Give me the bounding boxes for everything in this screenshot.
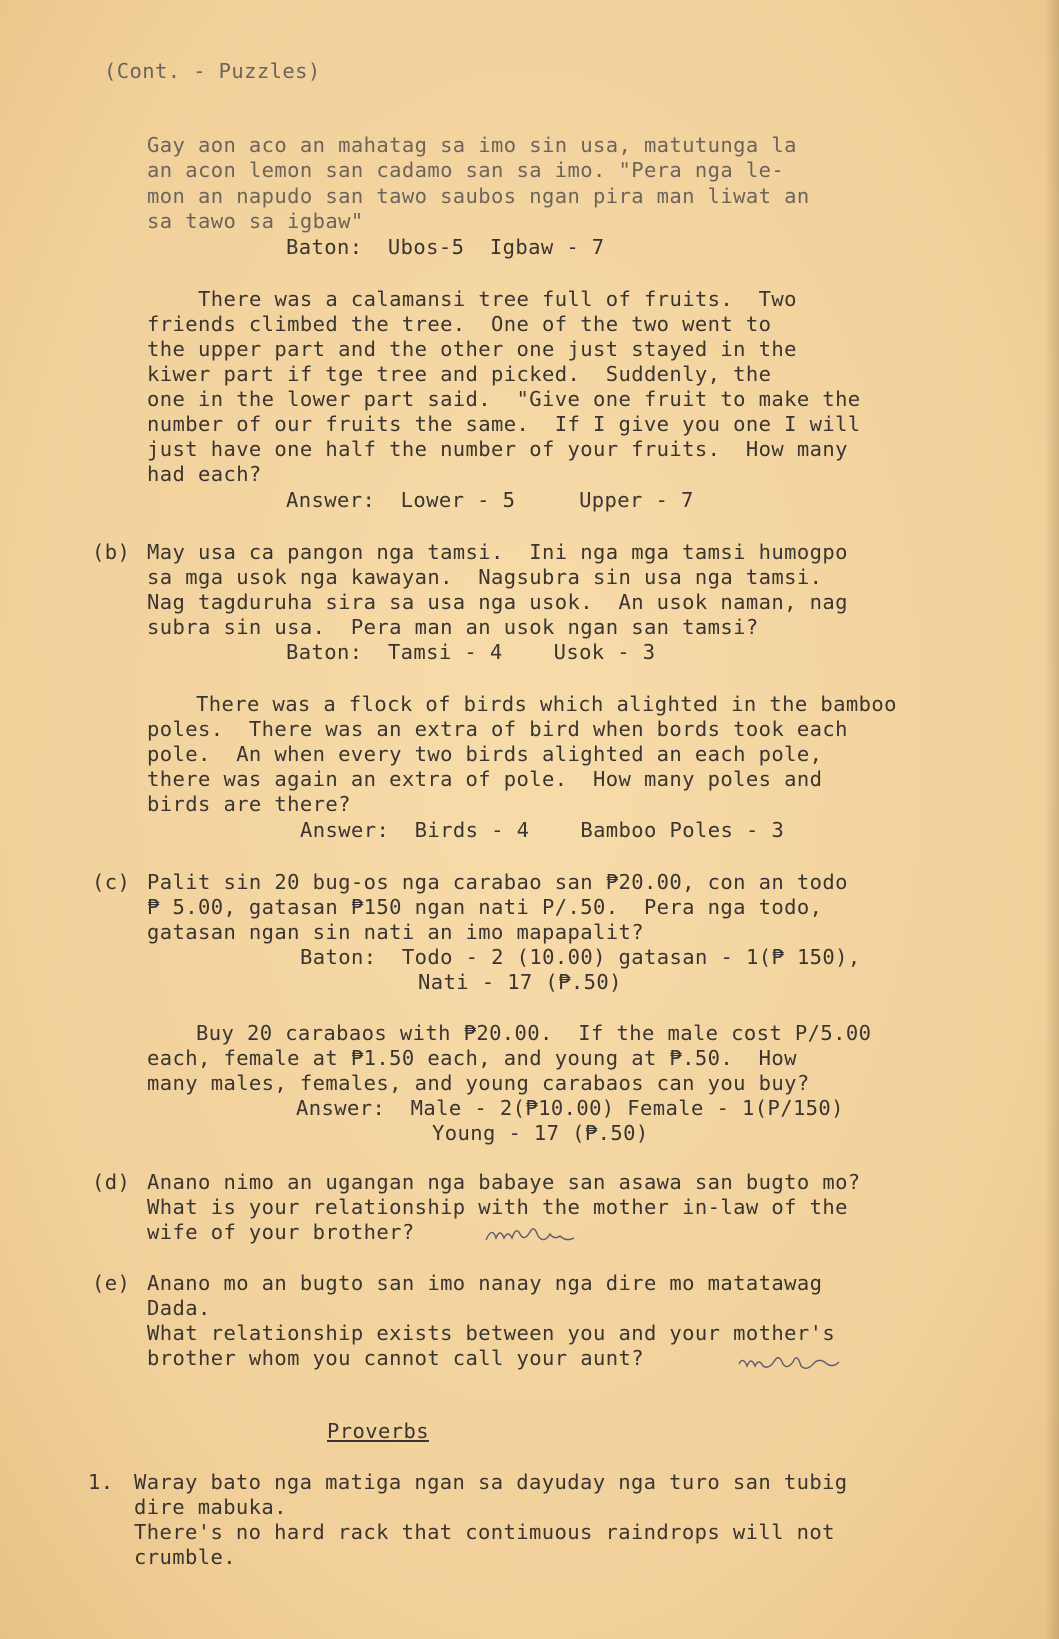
puzzle-a-waray-line: Gay aon aco an mahatag sa imo sin usa, matutunga la [147, 133, 797, 157]
puzzle-c-waray-answer: Baton: Todo - 2 (10.00) gatasan - 1(₱ 150), [300, 945, 861, 969]
proverb-number: 1. [88, 1470, 114, 1494]
puzzle-e-line: Anano mo an bugto san imo nanay nga dire mo matatawag [147, 1271, 823, 1295]
puzzle-a-waray-answer: Baton: Ubos-5 Igbaw - 7 [286, 235, 605, 259]
proverb-line: crumble. [134, 1545, 236, 1569]
puzzle-a-english-line: number of our fruits the same. If I give you one I will [147, 412, 861, 436]
puzzle-a-english-line: had each? [147, 462, 262, 486]
page-edge-shadow [1045, 0, 1059, 1639]
puzzle-a-waray-line: an acon lemon san cadamo san sa imo. "Pera nga le- [147, 158, 785, 182]
puzzle-c-english-answer: Young - 17 (₱.50) [432, 1121, 649, 1145]
puzzle-b-waray-line: subra sin usa. Pera man an usok ngan san tamsi? [147, 615, 759, 639]
puzzle-b-waray-line: sa mga usok nga kawayan. Nagsubra sin usa nga tamsi. [147, 565, 823, 589]
puzzle-b-label: (b) [92, 540, 131, 564]
puzzle-d-line: wife of your brother? [147, 1220, 415, 1244]
puzzle-a-english-answer: Answer: Lower - 5 Upper - 7 [286, 488, 694, 512]
puzzle-c-waray-line: ₱ 5.00, gatasan ₱150 ngan nati P/.50. Pera nga todo, [147, 895, 823, 919]
proverb-line: Waray bato nga matiga ngan sa dayuday nga turo san tubig [134, 1470, 848, 1494]
puzzle-b-english-answer: Answer: Birds - 4 Bamboo Poles - 3 [300, 818, 785, 842]
puzzle-a-english-line: friends climbed the tree. One of the two went to [147, 312, 772, 336]
puzzle-b-english-line: poles. There was an extra of bird when bords took each [147, 717, 848, 741]
puzzle-b-english-line: pole. An when every two birds alighted an each pole, [147, 742, 823, 766]
proverbs-heading: Proverbs [327, 1419, 429, 1443]
puzzle-b-english-line: there was again an extra of pole. How many poles and [147, 767, 823, 791]
puzzle-c-english-line: many males, females, and young carabaos can you buy? [147, 1071, 810, 1095]
puzzle-c-english-line: each, female at ₱1.50 each, and young at ₱.50. How [147, 1046, 797, 1070]
puzzle-d-line: Anano nimo an ugangan nga babaye san asawa san bugto mo? [147, 1170, 861, 1194]
puzzle-b-waray-line: Nag tagduruha sira sa usa nga usok. An usok naman, nag [147, 590, 848, 614]
puzzle-d-line: What is your relationship with the mother in-law of the [147, 1195, 848, 1219]
puzzle-c-english-line: Buy 20 carabaos with ₱20.00. If the male cost P/5.00 [196, 1021, 872, 1045]
puzzle-a-waray-line: sa tawo sa igbaw" [147, 209, 364, 233]
puzzle-c-waray-answer: Nati - 17 (₱.50) [418, 970, 622, 994]
puzzle-e-line: What relationship exists between you and your mother's [147, 1321, 836, 1345]
puzzle-c-waray-line: gatasan ngan sin nati an imo mapapalit? [147, 920, 644, 944]
puzzle-a-waray-line: mon an napudo san tawo saubos ngan pira man liwat an [147, 184, 810, 208]
puzzle-c-waray-line: Palit sin 20 bug-os nga carabao san ₱20.00, con an todo [147, 870, 848, 894]
puzzle-b-english-line: There was a flock of birds which alighted in the bamboo [196, 692, 897, 716]
proverb-line: dire mabuka. [134, 1495, 287, 1519]
puzzle-c-english-answer: Answer: Male - 2(₱10.00) Female - 1(P/150) [296, 1096, 844, 1120]
page-header: (Cont. - Puzzles) [104, 59, 321, 83]
handwritten-mark [735, 1346, 845, 1376]
puzzle-b-waray-answer: Baton: Tamsi - 4 Usok - 3 [286, 640, 656, 664]
puzzle-a-english-line: There was a calamansi tree full of fruits. Two [198, 287, 797, 311]
puzzle-b-english-line: birds are there? [147, 792, 351, 816]
puzzle-a-english-line: the upper part and the other one just stayed in the [147, 337, 797, 361]
proverb-line: There's no hard rack that contimuous raindrops will not [134, 1520, 835, 1544]
puzzle-e-line: brother whom you cannot call your aunt? [147, 1346, 644, 1370]
handwritten-mark [482, 1220, 582, 1250]
puzzle-a-english-line: kiwer part if tge tree and picked. Suddenly, the [147, 362, 772, 386]
puzzle-c-label: (c) [92, 870, 131, 894]
puzzle-e-label: (e) [92, 1271, 131, 1295]
puzzle-a-english-line: one in the lower part said. "Give one fruit to make the [147, 387, 861, 411]
puzzle-a-english-line: just have one half the number of your fruits. How many [147, 437, 848, 461]
puzzle-b-waray-line: May usa ca pangon nga tamsi. Ini nga mga tamsi humogpo [147, 540, 848, 564]
puzzle-e-line: Dada. [147, 1296, 211, 1320]
puzzle-d-label: (d) [92, 1170, 131, 1194]
